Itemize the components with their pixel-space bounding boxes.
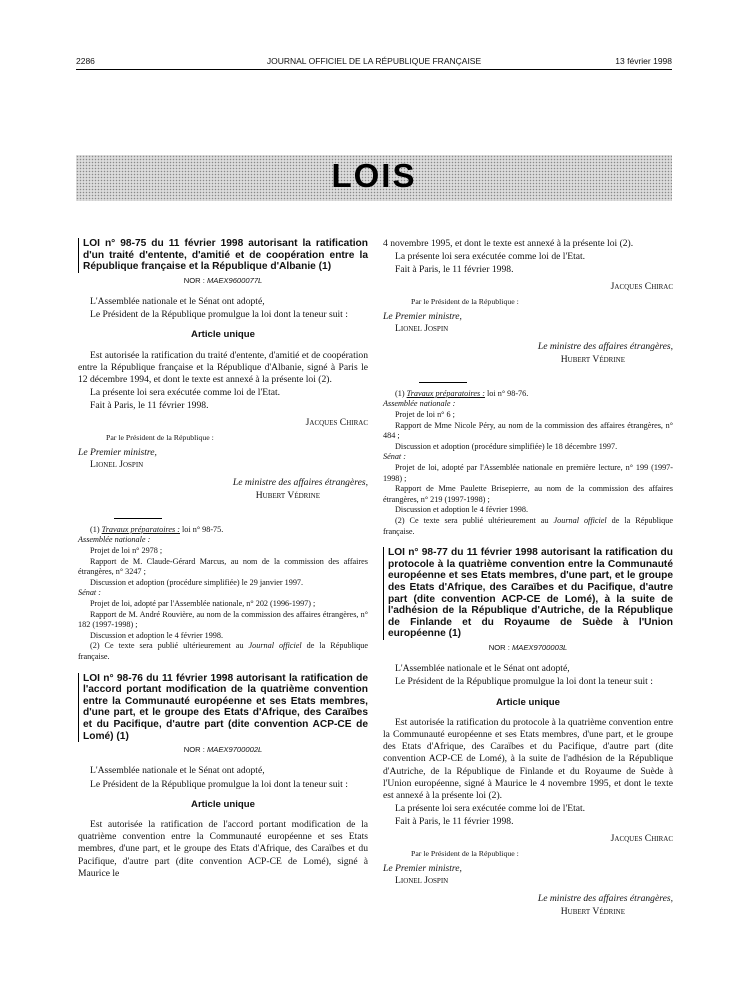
issue-date: 13 février 1998 xyxy=(615,56,672,66)
execution-clause: La présente loi sera exécutée comme loi de l'Etat. xyxy=(90,387,281,399)
intro-promulgation: Le Président de la République promulgue la loi dont la teneur suit : xyxy=(90,309,348,321)
pm-name: Lionel Jospin xyxy=(90,459,144,471)
intro-promulgation: Le Président de la République promulgue la loi dont la teneur suit : xyxy=(90,778,348,790)
pm-title: Le Premier ministre, xyxy=(383,311,462,323)
footnote-1: (1) Travaux préparatoires : loi n° 98-76. xyxy=(395,388,529,398)
law-98-75-title: LOI n° 98-75 du 11 février 1998 autorisant la ratification d'un traité d'entente, d'amitié et de coopération entre la République française et la République d'Albanie (1) xyxy=(78,238,368,273)
footnote-line: Discussion et adoption le 4 février 1998. xyxy=(90,630,224,640)
article-body: Est autorisée la ratification du traité d'entente, d'amitié et de coopération entre la République française et la République d'Albanie, signé à Paris le 12 décembre 1994, et dont le texte est annexé à la présente loi (2). xyxy=(78,349,368,385)
footnote-separator xyxy=(114,518,162,519)
nor-code: MAEX9600077L xyxy=(206,275,263,285)
section-title: LOIS xyxy=(331,157,417,194)
footnote-line: Discussion et adoption le 4 février 1998. xyxy=(395,505,529,515)
footnote-1: (1) Travaux préparatoires : loi n° 98-75. xyxy=(90,524,224,534)
footnote-line: Rapport de M. Claude-Gérard Marcus, au nom de la commission des affaires étrangères, n° 3247 ; xyxy=(78,556,368,577)
footnote-line: Projet de loi, adopté par l'Assemblée nationale en première lecture, n° 199 (1997-1998) ; xyxy=(383,462,673,483)
minister-title: Le ministre des affaires étrangères, xyxy=(537,893,673,905)
pm-name: Lionel Jospin xyxy=(395,875,449,887)
intro-adoption: L'Assemblée nationale et le Sénat ont adopté, xyxy=(395,663,570,675)
minister-title: Le ministre des affaires étrangères, xyxy=(537,341,673,353)
law-98-76-title: LOI n° 98-76 du 11 février 1998 autorisant la ratification de l'accord portant modification de la quatrième convention entre la Communauté européenne et ses Etats membres, d'une part, et le groupe des Etats d'Afrique, des Caraïbes et du Pacifique, d'autre part (dite convention ACP-CE de Lomé) (1) xyxy=(78,673,368,743)
footnote-line: Rapport de Mme Nicole Péry, au nom de la commission des affaires étrangères, n° 484 ; xyxy=(383,420,673,441)
footnote-line: Discussion et adoption (procédure simplifiée) le 18 décembre 1997. xyxy=(395,441,618,451)
journal-title: JOURNAL OFFICIEL DE LA RÉPUBLIQUE FRANÇAISE xyxy=(266,56,482,66)
article-heading: Article unique xyxy=(191,329,255,341)
intro-adoption: L'Assemblée nationale et le Sénat ont adopté, xyxy=(90,765,265,777)
law-98-75-footnotes xyxy=(78,525,368,663)
execution-clause: La présente loi sera exécutée comme loi de l'Etat. xyxy=(395,251,586,263)
law-98-75-nor xyxy=(78,275,368,287)
article-body: Est autorisée la ratification de l'accord portant modification de la quatrième convention entre la Communauté européenne et ses Etats membres, d'une part, et le groupe des Etats d'Afrique, des Caraïbes et du Pacifique, d'autre part (dite convention ACP-CE de Lomé), signé à Maurice le xyxy=(78,818,368,879)
nor-label: NOR : xyxy=(183,745,205,755)
law-98-77-nor xyxy=(383,642,673,654)
execution-clause: La présente loi sera exécutée comme loi de l'Etat. xyxy=(395,803,586,815)
pm-name: Lionel Jospin xyxy=(395,323,449,335)
article-body-continued: 4 novembre 1995, et dont le texte est annexé à la présente loi (2). xyxy=(383,238,634,249)
footnote-line: Projet de loi n° 6 ; xyxy=(395,410,455,420)
footnote-line: Discussion et adoption (procédure simplifiée) le 29 janvier 1997. xyxy=(90,577,304,587)
footnote-line: Rapport de Mme Paulette Brisepierre, au nom de la commission des affaires étrangères, n° 219 (1997-1998) ; xyxy=(383,484,673,504)
nor-label: NOR : xyxy=(183,275,205,285)
intro-adoption: L'Assemblée nationale et le Sénat ont adopté, xyxy=(90,295,265,307)
article-heading: Article unique xyxy=(496,696,560,708)
law-98-76-nor xyxy=(78,744,368,756)
right-column xyxy=(383,238,673,926)
footnote-line: Projet de loi, adopté par l'Assemblée nationale, n° 202 (1996-1997) ; xyxy=(90,598,316,608)
president-signature: Jacques Chirac xyxy=(610,832,673,844)
minister-name: Hubert Védrine xyxy=(560,905,625,917)
president-signature: Jacques Chirac xyxy=(305,416,368,428)
law-98-76-footnotes xyxy=(383,389,673,537)
date-place: Fait à Paris, le 11 février 1998. xyxy=(395,816,514,828)
footnote-senat-heading: Sénat : xyxy=(78,588,101,598)
nor-code: MAEX9700002L xyxy=(206,745,263,755)
footnote-an-heading: Assemblée nationale : xyxy=(78,535,151,545)
pm-title: Le Premier ministre, xyxy=(383,862,462,874)
article-body: Est autorisée la ratification du protocole à la quatrième convention entre la Communauté européenne et ses Etats membres, d'une part, et le groupe des Etats d'Afrique, des Caraïbes et du Pacifique, d'autre part (dite convention ACP-CE de Lomé), à la suite de l'adhésion de la République d'Autriche, de la République de Finlande et du Royaume de Suède à l'Union européenne, signé à Maurice le 4 novembre 1995, et dont le texte est annexé à la présente loi (2). xyxy=(383,716,673,801)
footnote-line: Projet de loi n° 2978 ; xyxy=(90,546,163,556)
minister-name: Hubert Védrine xyxy=(255,489,320,501)
page-header xyxy=(76,56,672,70)
header-rule xyxy=(76,69,672,70)
countersign-label: Par le Président de la République : xyxy=(106,432,214,442)
date-place: Fait à Paris, le 11 février 1998. xyxy=(90,400,209,412)
section-banner xyxy=(76,155,672,201)
footnote-2: (2) Ce texte sera publié ultérieurement au Journal officiel de la République française. xyxy=(78,641,369,661)
minister-name: Hubert Védrine xyxy=(560,353,625,365)
intro-promulgation: Le Président de la République promulgue la loi dont la teneur suit : xyxy=(395,676,653,688)
footnote-an-heading: Assemblée nationale : xyxy=(383,399,456,409)
footnote-separator xyxy=(419,382,467,383)
nor-code: MAEX9700003L xyxy=(511,642,568,652)
law-98-77-title: LOI n° 98-77 du 11 février 1998 autorisant la ratification du protocole à la quatrième convention entre la Communauté européenne et ses Etats membres, d'une part, et le groupe des Etats d'Afrique, des Caraïbes et du Pacifique, d'autre part (dite convention ACP-CE de Lomé), à la suite de l'adhésion de la République d'Autriche, de la République de Finlande et du Royaume de Suède à l'Union européenne (1) xyxy=(383,547,673,640)
footnote-senat-heading: Sénat : xyxy=(383,452,406,462)
president-signature: Jacques Chirac xyxy=(610,280,673,292)
footnote-2: (2) Ce texte sera publié ultérieurement au Journal officiel de la République française. xyxy=(383,515,674,536)
article-heading: Article unique xyxy=(191,798,255,810)
countersign-label: Par le Président de la République : xyxy=(411,296,519,306)
minister-title: Le ministre des affaires étrangères, xyxy=(232,477,368,489)
page-number: 2286 xyxy=(76,56,95,66)
left-column xyxy=(78,238,368,881)
footnote-line: Rapport de M. André Rouvière, au nom de la commission des affaires étrangères, n° 182 (1997-1998) ; xyxy=(78,609,368,630)
nor-label: NOR : xyxy=(488,642,510,652)
countersign-label: Par le Président de la République : xyxy=(411,848,519,858)
pm-title: Le Premier ministre, xyxy=(78,447,157,459)
date-place: Fait à Paris, le 11 février 1998. xyxy=(395,264,514,276)
